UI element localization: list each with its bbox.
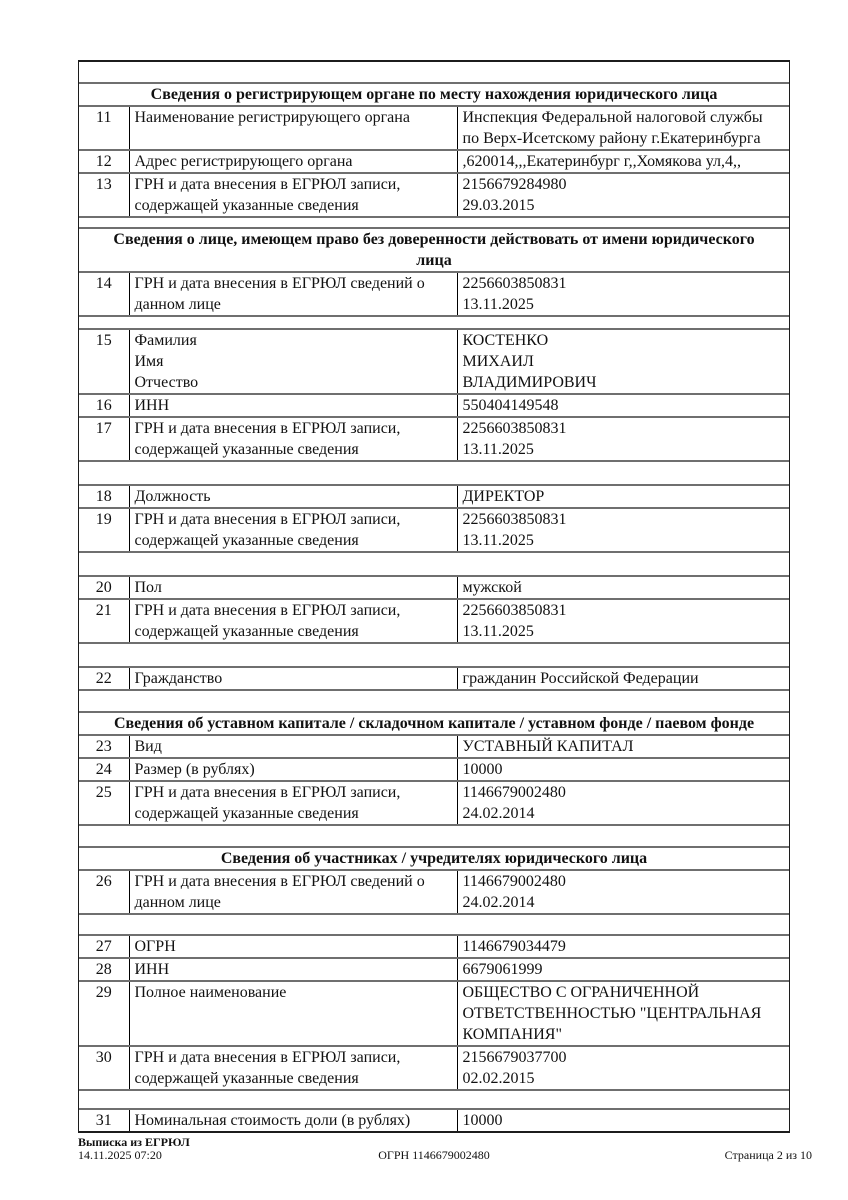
cell-text-line: МИХАИЛ	[462, 353, 534, 370]
row-value-cell	[457, 576, 789, 599]
egrul-table-frame	[78, 60, 790, 1133]
spacer-row	[79, 62, 789, 83]
cell-text-line: содержащей указанные сведения	[134, 441, 359, 458]
footer-page-number: Страница 2 из 10	[724, 1147, 812, 1162]
cell-text-line: 550404149548	[462, 397, 559, 414]
row-value-cell	[457, 485, 789, 508]
row-value-cell	[457, 508, 789, 552]
row-number-cell: 15	[79, 329, 129, 394]
cell-text-line: 24.02.2014	[462, 894, 535, 911]
cell-text-line: ГРН и дата внесения в ЕГРЮЛ записи,	[134, 176, 401, 193]
row-label-cell	[129, 150, 457, 173]
row-number-cell: 31	[79, 1109, 129, 1131]
row-number-cell: 24	[79, 758, 129, 781]
row-label-cell	[129, 106, 457, 150]
spacer-row	[79, 316, 789, 329]
cell-text-line: 1146679002480	[462, 873, 566, 890]
cell-text-line: Адрес регистрирующего органа	[134, 153, 353, 170]
spacer-cell	[79, 1090, 789, 1109]
cell-text-line: Размер (в рублях)	[134, 761, 255, 778]
cell-text-line: 13.11.2025	[462, 623, 534, 640]
table-row	[79, 870, 789, 914]
cell-text-line: содержащей указанные сведения	[134, 197, 359, 214]
row-value-cell	[457, 981, 789, 1046]
cell-text-line: Отчество	[134, 374, 199, 391]
cell-text-line: содержащей указанные сведения	[134, 623, 359, 640]
cell-text-line: ОБЩЕСТВО С ОГРАНИЧЕННОЙ	[462, 984, 700, 1001]
cell-text-line: ГРН и дата внесения в ЕГРЮЛ записи,	[134, 420, 401, 437]
cell-text-line: 13.11.2025	[462, 296, 534, 313]
spacer-row	[79, 1090, 789, 1109]
spacer-cell	[79, 62, 789, 83]
table-row	[79, 599, 789, 643]
cell-text-line: Сведения о лице, имеющем право без доверенности действовать от имени юридического	[113, 231, 755, 248]
row-value-cell	[457, 417, 789, 461]
section-header-row	[79, 712, 789, 735]
cell-text-line: Фамилия	[134, 332, 197, 349]
row-label-cell	[129, 735, 457, 758]
cell-text-line: содержащей указанные сведения	[134, 1070, 359, 1087]
table-row	[79, 958, 789, 981]
cell-text-line: Инспекция Федеральной налоговой службы	[462, 109, 763, 126]
cell-text-line: лица	[416, 252, 452, 269]
cell-text-line: по Верх-Исетскому району г.Екатеринбурга	[462, 130, 761, 147]
cell-text-line: УСТАВНЫЙ КАПИТАЛ	[462, 738, 634, 755]
cell-text-line: ГРН и дата внесения в ЕГРЮЛ записи,	[134, 602, 401, 619]
table-row	[79, 1109, 789, 1131]
table-row	[79, 417, 789, 461]
cell-text-line: Сведения об участниках / учредителях юридического лица	[220, 850, 648, 867]
row-label-cell	[129, 667, 457, 690]
table-row	[79, 758, 789, 781]
cell-text-line: Сведения о регистрирующем органе по месту нахождения юридического лица	[150, 86, 718, 103]
row-number-cell: 18	[79, 485, 129, 508]
cell-text-line: Сведения об уставном капитале / складочном капитале / уставном фонде / паевом фонде	[113, 715, 755, 732]
table-row	[79, 576, 789, 599]
spacer-row	[79, 217, 789, 228]
spacer-row	[79, 552, 789, 576]
cell-text-line: 29.03.2015	[462, 197, 535, 214]
row-label-cell	[129, 935, 457, 958]
row-value-cell	[457, 935, 789, 958]
cell-text-line: 1146679002480	[462, 784, 566, 801]
cell-text-line: ИНН	[134, 961, 170, 978]
cell-text-line: Номинальная стоимость доли (в рублях)	[134, 1112, 411, 1129]
row-label-cell	[129, 329, 457, 394]
table-row	[79, 735, 789, 758]
cell-text-line: содержащей указанные сведения	[134, 532, 359, 549]
cell-text-line: 6679061999	[462, 961, 543, 978]
row-number-cell: 17	[79, 417, 129, 461]
row-number-cell: 26	[79, 870, 129, 914]
row-value-cell	[457, 758, 789, 781]
row-label-cell	[129, 417, 457, 461]
spacer-cell	[79, 643, 789, 667]
row-value-cell	[457, 329, 789, 394]
cell-text-line: ИНН	[134, 397, 170, 414]
table-row	[79, 981, 789, 1046]
cell-text-line: 2156679037700	[462, 1049, 567, 1066]
cell-text-line: данном лице	[134, 894, 221, 911]
row-value-cell	[457, 599, 789, 643]
row-number-cell: 23	[79, 735, 129, 758]
row-value-cell	[457, 150, 789, 173]
row-value-cell	[457, 394, 789, 417]
row-number-cell: 22	[79, 667, 129, 690]
cell-text-line: ГРН и дата внесения в ЕГРЮЛ записи,	[134, 1049, 401, 1066]
section-header-row	[79, 228, 789, 272]
cell-text-line: Полное наименование	[134, 984, 287, 1001]
row-number-cell: 28	[79, 958, 129, 981]
row-label-cell	[129, 870, 457, 914]
cell-text-line: ,620014,,,Екатеринбург г,,Хомякова ул,4,,	[462, 153, 741, 170]
row-value-cell	[457, 781, 789, 825]
row-value-cell	[457, 958, 789, 981]
cell-text-line: 02.02.2015	[462, 1070, 535, 1087]
spacer-cell	[79, 217, 789, 228]
row-number-cell: 27	[79, 935, 129, 958]
cell-text-line: 2256603850831	[462, 602, 567, 619]
cell-text-line: 2256603850831	[462, 420, 567, 437]
cell-text-line: ВЛАДИМИРОВИЧ	[462, 374, 597, 391]
spacer-row	[79, 825, 789, 847]
cell-text-line: КОМПАНИЯ"	[462, 1026, 562, 1043]
cell-text-line: 24.02.2014	[462, 805, 535, 822]
row-label-cell	[129, 173, 457, 217]
cell-text-line: Пол	[134, 579, 162, 596]
cell-text-line: ОТВЕТСТВЕННОСТЬЮ "ЦЕНТРАЛЬНАЯ	[462, 1005, 762, 1022]
spacer-row	[79, 461, 789, 485]
row-number-cell: 19	[79, 508, 129, 552]
cell-text-line: 13.11.2025	[462, 441, 534, 458]
row-label-cell	[129, 1109, 457, 1131]
section-header	[79, 83, 789, 106]
cell-text-line: КОСТЕНКО	[462, 332, 549, 349]
cell-text-line: ГРН и дата внесения в ЕГРЮЛ записи,	[134, 784, 401, 801]
cell-text-line: ГРН и дата внесения в ЕГРЮЛ записи,	[134, 511, 401, 528]
row-label-cell	[129, 981, 457, 1046]
cell-text-line: Гражданство	[134, 670, 223, 687]
row-label-cell	[129, 576, 457, 599]
footer-ogrn: ОГРН 1146679002480	[378, 1147, 490, 1162]
cell-text-line: данном лице	[134, 296, 221, 313]
row-value-cell	[457, 173, 789, 217]
row-label-cell	[129, 485, 457, 508]
row-number-cell: 30	[79, 1046, 129, 1090]
cell-text-line: содержащей указанные сведения	[134, 805, 359, 822]
row-value-cell	[457, 272, 789, 316]
row-label-cell	[129, 758, 457, 781]
row-number-cell: 11	[79, 106, 129, 150]
spacer-cell	[79, 825, 789, 847]
cell-text-line: Должность	[134, 488, 211, 505]
section-header-row	[79, 83, 789, 106]
row-value-cell	[457, 106, 789, 150]
row-value-cell	[457, 667, 789, 690]
cell-text-line: Наименование регистрирующего органа	[134, 109, 410, 126]
table-row	[79, 1046, 789, 1090]
table-row	[79, 935, 789, 958]
table-row	[79, 508, 789, 552]
row-value-cell	[457, 1109, 789, 1131]
spacer-row	[79, 690, 789, 712]
table-row	[79, 394, 789, 417]
table-row	[79, 667, 789, 690]
cell-text-line: ОГРН	[134, 938, 176, 955]
spacer-row	[79, 643, 789, 667]
cell-text-line: гражданин Российской Федерации	[462, 670, 699, 687]
row-value-cell	[457, 870, 789, 914]
row-number-cell: 29	[79, 981, 129, 1046]
cell-text-line: Вид	[134, 738, 162, 755]
cell-text-line: 1146679034479	[462, 938, 566, 955]
egrul-table	[79, 62, 789, 1131]
cell-text-line: 13.11.2025	[462, 532, 534, 549]
row-value-cell	[457, 735, 789, 758]
table-row	[79, 272, 789, 316]
row-number-cell: 14	[79, 272, 129, 316]
cell-text-line: мужской	[462, 579, 522, 596]
section-header	[79, 228, 789, 272]
cell-text-line: 2256603850831	[462, 275, 567, 292]
section-header	[79, 712, 789, 735]
row-label-cell	[129, 781, 457, 825]
cell-text-line: 2156679284980	[462, 176, 567, 193]
table-row	[79, 329, 789, 394]
row-number-cell: 21	[79, 599, 129, 643]
spacer-cell	[79, 461, 789, 485]
spacer-cell	[79, 316, 789, 329]
spacer-cell	[79, 690, 789, 712]
cell-text-line: ГРН и дата внесения в ЕГРЮЛ сведений о	[134, 873, 425, 890]
table-row	[79, 173, 789, 217]
row-label-cell	[129, 958, 457, 981]
cell-text-line: 10000	[462, 1112, 503, 1129]
cell-text-line: ДИРЕКТОР	[462, 488, 545, 505]
row-number-cell: 20	[79, 576, 129, 599]
table-row	[79, 781, 789, 825]
section-header-row	[79, 847, 789, 870]
row-number-cell: 12	[79, 150, 129, 173]
cell-text-line: ГРН и дата внесения в ЕГРЮЛ сведений о	[134, 275, 425, 292]
cell-text-line: 2256603850831	[462, 511, 567, 528]
table-row	[79, 485, 789, 508]
row-label-cell	[129, 599, 457, 643]
row-number-cell: 16	[79, 394, 129, 417]
cell-text-line: Имя	[134, 353, 164, 370]
row-number-cell: 25	[79, 781, 129, 825]
row-value-cell	[457, 1046, 789, 1090]
row-label-cell	[129, 272, 457, 316]
spacer-row	[79, 914, 789, 935]
spacer-cell	[79, 552, 789, 576]
section-header	[79, 847, 789, 870]
table-row	[79, 150, 789, 173]
row-label-cell	[129, 1046, 457, 1090]
footer-datetime: 14.11.2025 07:20	[78, 1147, 162, 1162]
footer-doc-type: Выписка из ЕГРЮЛ	[78, 1135, 190, 1149]
row-label-cell	[129, 394, 457, 417]
row-label-cell	[129, 508, 457, 552]
cell-text-line: 10000	[462, 761, 503, 778]
spacer-cell	[79, 914, 789, 935]
table-row	[79, 106, 789, 150]
row-number-cell: 13	[79, 173, 129, 217]
